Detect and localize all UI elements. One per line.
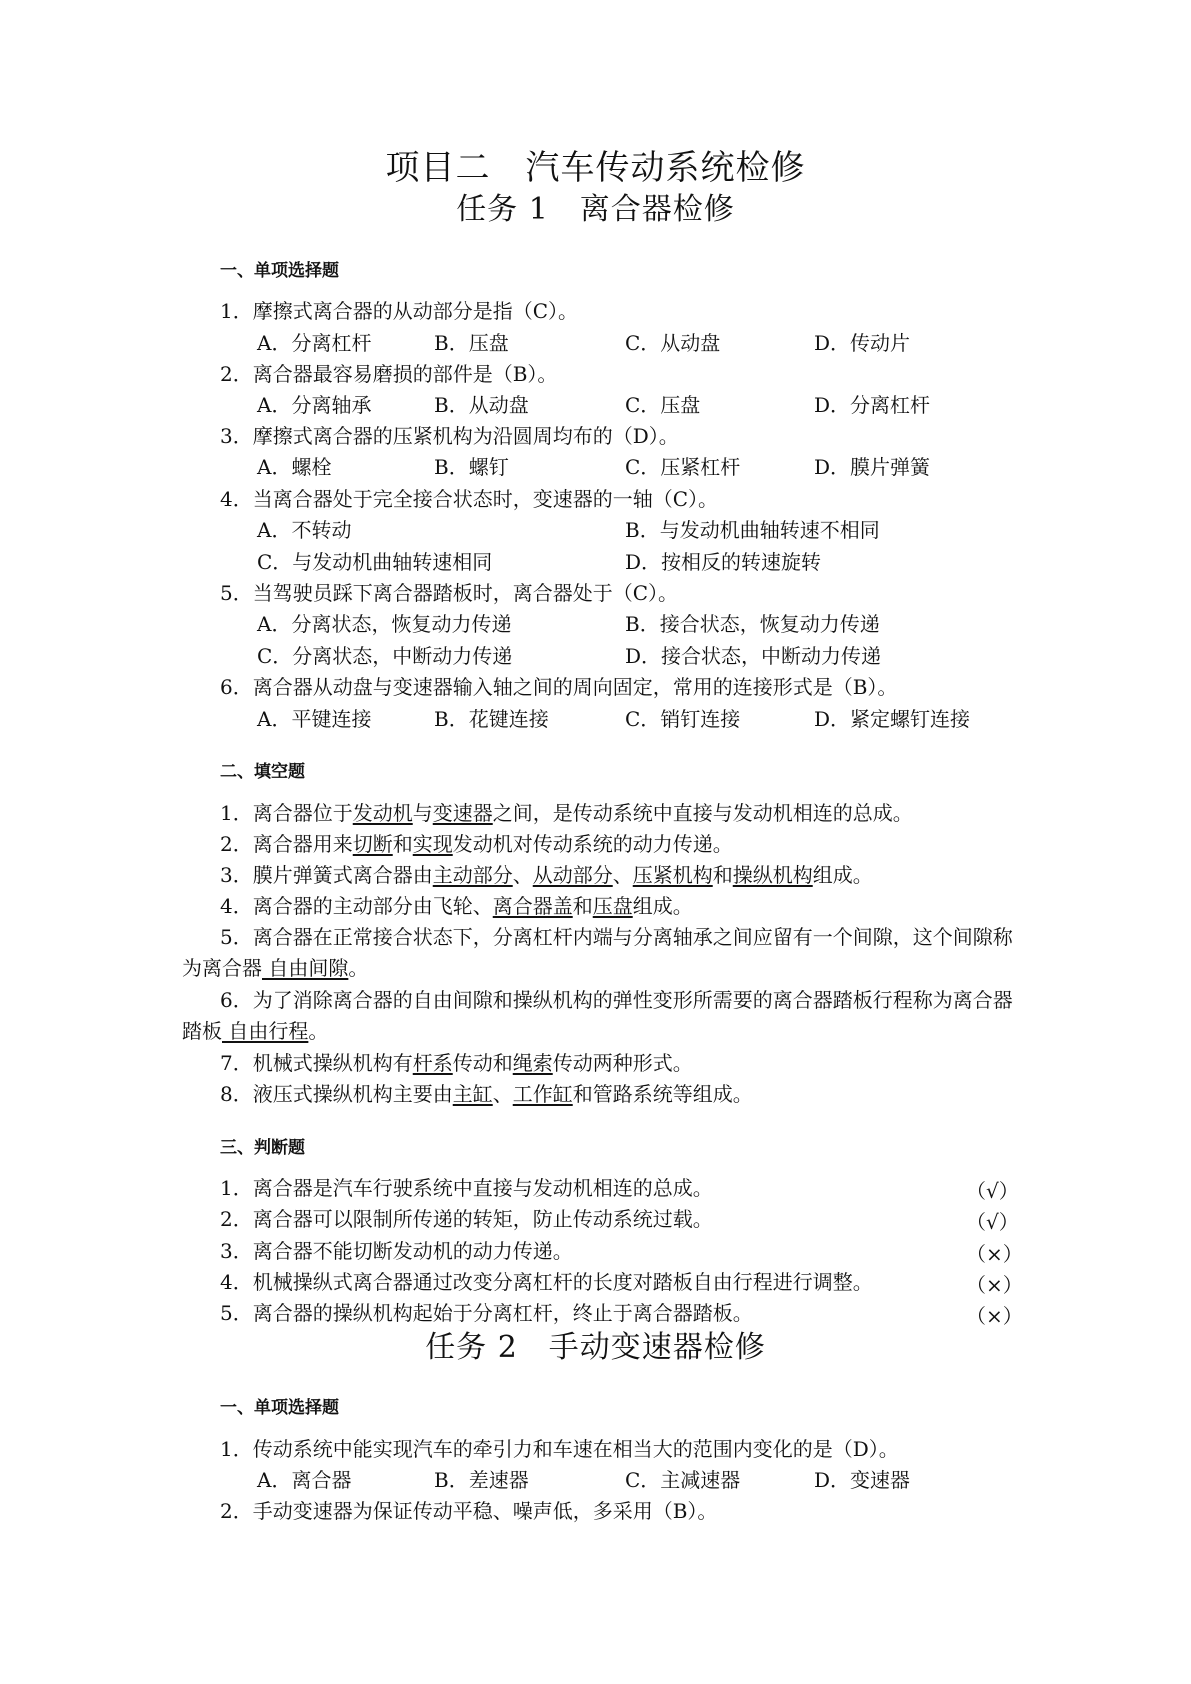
choice-3-option-c: C．压紧杠杆 <box>625 455 741 479</box>
fill-item-7 <box>220 1050 693 1076</box>
choice-4-option-b: B．与发动机曲轴转速不相同 <box>625 518 880 542</box>
choice-2-option-d: D．分离杠杆 <box>814 393 931 417</box>
fill-3-text-e: 组成。 <box>812 863 873 887</box>
task2-choice-question-1: 1．传动系统中能实现汽车的牵引力和车速在相当大的范围内变化的是（D）。 <box>220 1437 899 1461</box>
fill-3-answer-2: 从动部分 <box>532 863 613 887</box>
fill-7-answer-2: 绳索 <box>512 1051 553 1075</box>
fill-6-text-b: 。 <box>308 1019 329 1043</box>
project-title: 项目二 汽车传动系统检修 <box>385 148 806 188</box>
fill-3-text-c: 、 <box>612 863 633 887</box>
choice-6-option-b: B．花键连接 <box>434 707 549 731</box>
fill-2-answer-1: 切断 <box>352 832 393 856</box>
fill-8-answer-2: 工作缸 <box>512 1082 573 1106</box>
choice-6-option-d: D．紧定螺钉连接 <box>814 707 971 731</box>
fill-8-text-b: 、 <box>492 1082 513 1106</box>
task2-choice-1-option-a: A．离合器 <box>257 1468 352 1492</box>
choice-2-option-c: C．压盘 <box>625 393 701 417</box>
judge-question-1: 1．离合器是汽车行驶系统中直接与发动机相连的总成。 <box>220 1176 713 1200</box>
choice-5-option-a: A．分离状态，恢复动力传递 <box>257 612 512 636</box>
fill-item-8 <box>220 1081 753 1107</box>
task2-choice-1-option-d: D．变速器 <box>814 1468 911 1492</box>
judge-mark-1: （√） <box>966 1179 1019 1203</box>
judge-mark-4: （×） <box>966 1273 1023 1297</box>
choice-4-option-a: A．不转动 <box>257 518 352 542</box>
judge-question-5: 5．离合器的操纵机构起始于分离杠杆，终止于离合器踏板。 <box>220 1301 753 1325</box>
choice-5-option-d: D．接合状态，中断动力传递 <box>625 644 882 668</box>
fill-3-answer-1: 主动部分 <box>432 863 513 887</box>
fill-item-4 <box>220 893 693 919</box>
fill-3-text-a: 3．膜片弹簧式离合器由 <box>220 863 433 887</box>
fill-3-text-d: 和 <box>712 863 733 887</box>
fill-2-text-b: 和 <box>392 832 413 856</box>
fill-2-text-c: 发动机对传动系统的动力传递。 <box>452 832 733 856</box>
task2-title: 任务 2 手动变速器检修 <box>425 1330 766 1365</box>
choice-3-option-a: A．螺栓 <box>257 455 332 479</box>
fill-4-answer-1: 离合器盖 <box>492 894 573 918</box>
choice-question-1: 1．摩擦式离合器的从动部分是指（C）。 <box>220 299 579 323</box>
choice-question-5: 5．当驾驶员踩下离合器踏板时，离合器处于（C）。 <box>220 581 679 605</box>
fill-5-answer-1: 自由间隙 <box>262 956 349 980</box>
choice-3-option-b: B．螺钉 <box>434 455 509 479</box>
fill-1-text-a: 1．离合器位于 <box>220 801 353 825</box>
judge-question-2: 2．离合器可以限制所传递的转矩，防止传动系统过载。 <box>220 1207 713 1231</box>
task2-choice-1-option-b: B．差速器 <box>434 1468 529 1492</box>
fill-2-text-a: 2．离合器用来 <box>220 832 353 856</box>
section-single-choice: 一、单项选择题 <box>220 261 339 281</box>
judge-question-4: 4．机械操纵式离合器通过改变分离杠杆的长度对踏板自由行程进行调整。 <box>220 1270 873 1294</box>
fill-item-5 <box>182 922 1022 984</box>
choice-1-option-d: D．传动片 <box>814 331 911 355</box>
task1-title: 任务 1 离合器检修 <box>456 192 735 227</box>
choice-question-3: 3．摩擦式离合器的压紧机构为沿圆周均布的（D）。 <box>220 424 679 448</box>
fill-1-text-c: 之间，是传动系统中直接与发动机相连的总成。 <box>492 801 913 825</box>
choice-5-option-c: C．分离状态，中断动力传递 <box>257 644 513 668</box>
fill-3-text-b: 、 <box>512 863 533 887</box>
judge-question-3: 3．离合器不能切断发动机的动力传递。 <box>220 1239 573 1263</box>
fill-item-3 <box>220 862 873 888</box>
fill-4-text-a: 4．离合器的主动部分由飞轮、 <box>220 894 493 918</box>
fill-8-answer-1: 主缸 <box>452 1082 493 1106</box>
choice-4-option-c: C．与发动机曲轴转速相同 <box>257 550 493 574</box>
fill-item-2 <box>220 831 733 857</box>
choice-4-option-d: D．按相反的转速旋转 <box>625 550 822 574</box>
fill-5-text-a: 5．离合器在正常接合状态下，分离杠杆内端与分离轴承之间应留有一个间隙，这个间隙称为离合器 <box>182 925 1013 980</box>
fill-8-text-c: 和管路系统等组成。 <box>572 1082 753 1106</box>
fill-4-answer-2: 压盘 <box>592 894 633 918</box>
choice-6-option-a: A．平键连接 <box>257 707 372 731</box>
fill-item-6 <box>182 985 1022 1047</box>
fill-3-answer-4: 操纵机构 <box>732 863 813 887</box>
judge-mark-3: （×） <box>966 1242 1023 1266</box>
task2-choice-question-2: 2．手动变速器为保证传动平稳、噪声低，多采用（B）。 <box>220 1499 718 1523</box>
fill-2-answer-2: 实现 <box>412 832 453 856</box>
fill-4-text-b: 和 <box>572 894 593 918</box>
fill-1-answer-2: 变速器 <box>432 801 493 825</box>
fill-7-text-b: 传动和 <box>452 1051 513 1075</box>
section-fill-blank: 二、填空题 <box>220 762 305 782</box>
fill-7-text-a: 7．机械式操纵机构有 <box>220 1051 413 1075</box>
fill-6-answer-1: 自由行程 <box>222 1019 309 1043</box>
choice-1-option-c: C．从动盘 <box>625 331 721 355</box>
choice-question-2: 2．离合器最容易磨损的部件是（B）。 <box>220 362 558 386</box>
section-judge: 三、判断题 <box>220 1138 305 1158</box>
choice-2-option-b: B．从动盘 <box>434 393 529 417</box>
choice-1-option-b: B．压盘 <box>434 331 509 355</box>
judge-mark-2: （√） <box>966 1210 1019 1234</box>
choice-question-6: 6．离合器从动盘与变速器输入轴之间的周向固定，常用的连接形式是（B）。 <box>220 675 898 699</box>
fill-7-text-c: 传动两种形式。 <box>552 1051 693 1075</box>
fill-1-text-b: 与 <box>412 801 433 825</box>
fill-1-answer-1: 发动机 <box>352 801 413 825</box>
choice-3-option-d: D．膜片弹簧 <box>814 455 931 479</box>
fill-3-answer-3: 压紧机构 <box>632 863 713 887</box>
fill-6-text-a: 6．为了消除离合器的自由间隙和操纵机构的弹性变形所需要的离合器踏板行程称为离合器踏板 <box>182 988 1013 1043</box>
task2-section-single-choice: 一、单项选择题 <box>220 1398 339 1418</box>
choice-question-4: 4．当离合器处于完全接合状态时，变速器的一轴（C）。 <box>220 487 719 511</box>
fill-4-text-c: 组成。 <box>632 894 693 918</box>
judge-mark-5: （×） <box>966 1304 1023 1328</box>
choice-1-option-a: A．分离杠杆 <box>257 331 372 355</box>
fill-item-1 <box>220 800 913 826</box>
fill-7-answer-1: 杆系 <box>412 1051 453 1075</box>
choice-6-option-c: C．销钉连接 <box>625 707 741 731</box>
task2-choice-1-option-c: C．主减速器 <box>625 1468 741 1492</box>
choice-2-option-a: A．分离轴承 <box>257 393 372 417</box>
fill-5-text-b: 。 <box>348 956 369 980</box>
fill-8-text-a: 8．液压式操纵机构主要由 <box>220 1082 453 1106</box>
choice-5-option-b: B．接合状态，恢复动力传递 <box>625 612 880 636</box>
